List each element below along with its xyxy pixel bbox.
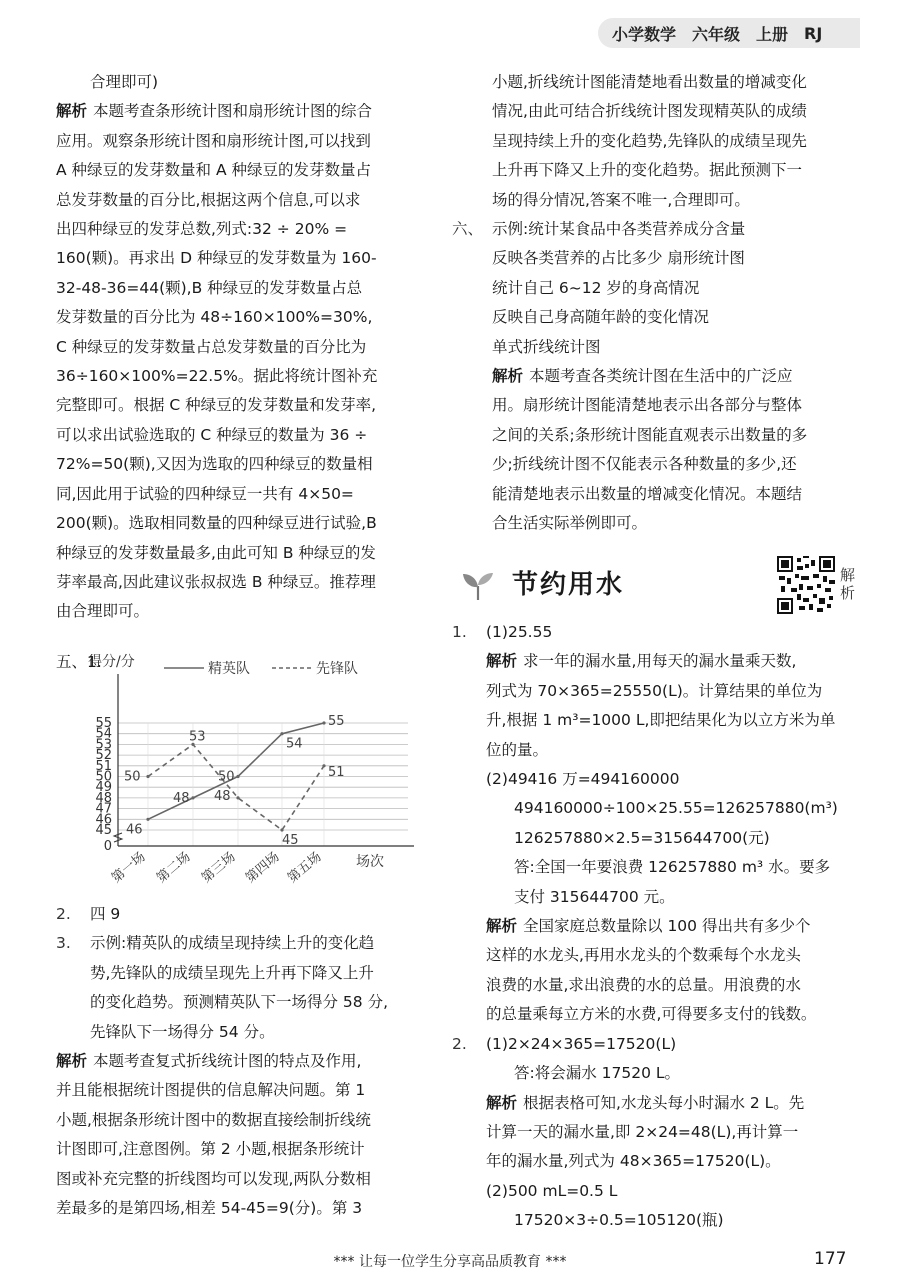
sprout-icon [460, 570, 496, 602]
line-text: 浪费的水量,求出浪费的水的总量。用浪费的水 [486, 975, 801, 994]
text-line [452, 127, 862, 156]
line-text: 能清楚地表示出数量的增减变化情况。本题结 [492, 484, 803, 503]
text-line [452, 509, 862, 538]
question-number: 1. [452, 623, 467, 641]
line-text: (1)2×24×365=17520(L) [486, 1034, 677, 1053]
text-line [452, 1059, 862, 1088]
line-text: 种绿豆的发芽数量最多,由此可知 B 种绿豆的发 [56, 543, 376, 562]
data-point [191, 796, 194, 799]
analysis-keyword: 解析 [56, 1052, 88, 1071]
line-text: 用。扇形统计图能清楚地表示出各部分与整体 [492, 396, 803, 415]
analysis-keyword: 解析 [56, 102, 88, 121]
text-line [452, 1206, 862, 1235]
question-number: 2. [56, 905, 71, 923]
line-text: (1)25.55 [486, 623, 553, 641]
text-line [452, 1089, 862, 1118]
question-number: 六、 [452, 220, 484, 239]
data-point [236, 796, 239, 799]
line-text: 应用。观察条形统计图和扇形统计图,可以找到 [56, 131, 371, 150]
line-chart [56, 648, 436, 904]
text-line [452, 1030, 862, 1059]
data-point [146, 818, 149, 821]
text-line [452, 736, 862, 765]
text-line [56, 186, 436, 215]
header-volume: 上册 [756, 24, 789, 44]
line-text: 计算一天的漏水量,即 2×24=48(L),再计算一 [486, 1122, 799, 1141]
line-text: 示例:精英队的成绩呈现持续上升的变化趋 [90, 934, 375, 953]
y-tick-label: 46 [95, 812, 112, 828]
page-number: 177 [814, 1249, 847, 1269]
text-line [452, 618, 862, 647]
text-line [452, 421, 862, 450]
section-title-row [452, 560, 862, 612]
qr-code-icon[interactable] [777, 556, 835, 614]
text-line [452, 156, 862, 185]
line-text: 这样的水龙头,再用水龙头的个数乘每个水龙头 [486, 946, 801, 965]
line-text: 呈现持续上升的变化趋势,先锋队的成绩呈现先 [492, 131, 807, 150]
line-text: 的总量乘每立方米的水费,可得要多支付的钱数。 [486, 1005, 817, 1024]
line-text: 32-48-36=44(颗),B 种绿豆的发芽数量占总 [56, 278, 363, 297]
text-line [56, 333, 436, 362]
data-label: 51 [328, 764, 345, 780]
y-tick-label: 52 [95, 748, 112, 764]
text-line [452, 244, 862, 273]
text-line [452, 1118, 862, 1147]
y-tick-label: 49 [95, 780, 112, 796]
line-text: 由合理即可。 [56, 602, 150, 621]
text-line [452, 706, 862, 735]
text-line [56, 539, 436, 568]
data-label: 55 [328, 714, 345, 729]
text-line [56, 127, 436, 156]
text-line [56, 988, 436, 1017]
text-line [452, 186, 862, 215]
text-line [452, 68, 862, 97]
line-text: 答:全国一年要浪费 126257880 m³ 水。要多 [514, 858, 831, 877]
text-line [56, 568, 436, 597]
axis-break [114, 833, 122, 842]
data-point [322, 764, 325, 767]
text-line [452, 883, 862, 912]
line-text: 差最多的是第四场,相差 54-45=9(分)。第 3 [56, 1199, 363, 1218]
text-line [452, 303, 862, 332]
text-line [56, 362, 436, 391]
data-label: 45 [282, 833, 299, 848]
text-line [56, 597, 436, 626]
text-line [56, 156, 436, 185]
text-line [452, 274, 862, 303]
text-line [56, 244, 436, 273]
section-title: 节约用水 [512, 570, 625, 600]
text-line [56, 929, 436, 958]
line-text: 发芽数量的百分比为 48÷160×100%=30%, [56, 308, 373, 327]
analysis-keyword: 解析 [486, 917, 518, 936]
line-text: 升,根据 1 m³=1000 L,即把结果化为以立方米为单 [486, 711, 836, 730]
data-point [280, 732, 283, 735]
text-line [56, 97, 436, 126]
line-text: 完整即可。根据 C 种绿豆的发芽数量和发芽率, [56, 396, 377, 415]
footer-slogan: *** 让每一位学生分享高品质教育 *** [333, 1254, 567, 1270]
data-label: 48 [173, 790, 190, 806]
line-text: 合理即可) [90, 73, 159, 91]
line-text: 126257880×2.5=315644700(元) [514, 828, 770, 847]
x-tick-label: 第一场 [109, 849, 149, 887]
line-text: 全国家庭总数量除以 100 得出共有多少个 [523, 917, 811, 936]
y-tick-label: 45 [95, 823, 112, 838]
text-line [56, 1135, 436, 1164]
line-text: 160(颗)。再求出 D 种绿豆的发芽数量为 160- [56, 249, 377, 268]
y-tick-label: 53 [95, 737, 112, 753]
text-line [452, 912, 862, 941]
right-column [452, 68, 862, 539]
text-line [56, 450, 436, 479]
text-line [452, 647, 862, 676]
line-text: 图或补充完整的折线图均可以发现,两队分数相 [56, 1169, 371, 1188]
line-text: 少;折线统计图不仅能表示各种数量的多少,还 [492, 455, 797, 474]
line-text: 反映自己身高随年龄的变化情况 [492, 308, 710, 327]
line-text: 计图即可,注意图例。第 2 小题,根据条形统计 [56, 1140, 365, 1159]
data-label: 48 [214, 788, 231, 804]
text-line [56, 1076, 436, 1105]
text-line [56, 1165, 436, 1194]
text-line [452, 824, 862, 853]
line-text: 72%=50(颗),又因为选取的四种绿豆的数量相 [56, 455, 373, 474]
text-line [56, 480, 436, 509]
line-text: 的变化趋势。预测精英队下一场得分 58 分, [90, 993, 389, 1012]
text-line [452, 97, 862, 126]
line-text: 并且能根据统计图提供的信息解决问题。第 1 [56, 1081, 366, 1100]
line-text: 位的量。 [486, 740, 549, 759]
legend-label: 先锋队 [316, 661, 358, 677]
x-tick-label: 第三场 [199, 849, 239, 887]
x-tick-label: 第四场 [243, 849, 283, 887]
text-line [452, 1177, 862, 1206]
line-text: 17520×3÷0.5=105120(瓶) [514, 1211, 724, 1230]
analysis-keyword: 解析 [492, 367, 524, 386]
y-tick-label: 0 [103, 839, 112, 854]
line-text: 势,先锋队的成绩呈现先上升再下降又上升 [90, 963, 374, 982]
chart-section [56, 648, 436, 904]
text-line [56, 1194, 436, 1223]
data-label: 46 [126, 822, 143, 838]
right-column-lower [452, 618, 862, 1236]
line-text: 上升再下降又上升的变化趋势。据此预测下一 [492, 161, 803, 180]
data-point [236, 775, 239, 778]
page-header [598, 18, 860, 48]
line-text: (2)500 mL=0.5 L [486, 1181, 618, 1200]
y-tick-label: 55 [95, 716, 112, 731]
text-line [56, 1018, 436, 1047]
text-line [452, 362, 862, 391]
line-text: 小题,折线统计图能清楚地看出数量的增减变化 [492, 73, 807, 91]
text-line [452, 971, 862, 1000]
x-axis-label: 场次 [356, 854, 384, 870]
data-point [322, 721, 325, 724]
line-text: 芽率最高,因此建议张叔叔选 B 种绿豆。推荐理 [56, 572, 376, 591]
line-text: 本题考查条形统计图和扇形统计图的综合 [93, 102, 373, 121]
text-line [56, 391, 436, 420]
line-text: 本题考查复式折线统计图的特点及作用, [93, 1052, 362, 1071]
legend-label: 精英队 [208, 661, 250, 677]
line-text: 年的漏水量,列式为 48×365=17520(L)。 [486, 1152, 781, 1171]
text-line [56, 509, 436, 538]
text-line [56, 303, 436, 332]
text-line [56, 1106, 436, 1135]
data-label: 53 [189, 729, 206, 745]
y-tick-label: 48 [95, 790, 112, 806]
line-text: 求一年的漏水量,用每天的漏水量乘天数, [523, 652, 797, 671]
text-line [56, 421, 436, 450]
y-axis-label: 得分/分 [88, 654, 135, 670]
text-line [452, 941, 862, 970]
header-grade: 六年级 [692, 24, 741, 44]
text-line [56, 68, 436, 97]
question-number: 3. [56, 934, 71, 953]
line-text: 494160000÷100×25.55=126257880(m³) [514, 799, 838, 818]
data-point [146, 775, 149, 778]
line-text: A 种绿豆的发芽数量和 A 种绿豆的发芽数量占 [56, 161, 371, 180]
text-line [452, 1147, 862, 1176]
x-tick-label: 第二场 [154, 849, 194, 887]
text-line [452, 391, 862, 420]
text-line [452, 1000, 862, 1029]
data-label: 50 [218, 769, 235, 785]
text-line [452, 765, 862, 794]
line-text: 之间的关系;条形统计图能直观表示出数量的多 [492, 425, 808, 444]
line-text: 答:将会漏水 17520 L。 [514, 1064, 681, 1083]
text-line [56, 959, 436, 988]
data-label: 54 [286, 736, 303, 752]
line-text: (2)49416 万=494160000 [486, 770, 680, 789]
line-text: C 种绿豆的发芽数量占总发芽数量的百分比为 [56, 337, 367, 356]
text-line [452, 853, 862, 882]
line-text: 根据表格可知,水龙头每小时漏水 2 L。先 [523, 1093, 805, 1112]
line-text: 小题,根据条形统计图中的数据直接绘制折线统 [56, 1110, 371, 1129]
qr-label: 解析 [840, 566, 856, 602]
line-text: 列式为 70×365=25550(L)。计算结果的单位为 [486, 681, 823, 700]
text-line [452, 450, 862, 479]
text-line [56, 215, 436, 244]
y-tick-label: 47 [95, 801, 112, 817]
line-text: 四 9 [90, 905, 121, 923]
line-text: 先锋队下一场得分 54 分。 [90, 1022, 275, 1041]
line-text: 200(颗)。选取相同数量的四种绿豆进行试验,B [56, 514, 377, 533]
question-number: 2. [452, 1034, 467, 1053]
text-line [56, 274, 436, 303]
analysis-keyword: 解析 [486, 1093, 518, 1112]
line-text: 统计自己 6~12 岁的身高情况 [492, 278, 700, 297]
y-tick-label: 51 [95, 758, 112, 774]
line-text: 单式折线统计图 [492, 337, 601, 356]
text-line [452, 333, 862, 362]
line-text: 可以求出试验选取的 C 种绿豆的数量为 36 ÷ [56, 425, 368, 444]
header-subject: 小学数学 [612, 24, 677, 44]
y-tick-label: 54 [95, 726, 112, 742]
line-text: 出四种绿豆的发芽总数,列式:32 ÷ 20% = [56, 220, 348, 239]
left-column [56, 68, 436, 627]
text-line [56, 900, 436, 929]
line-text: 反映各类营养的占比多少 扇形统计图 [492, 249, 745, 268]
data-point [280, 828, 283, 831]
text-line [452, 677, 862, 706]
x-tick-label: 第五场 [285, 849, 325, 887]
text-line [452, 794, 862, 823]
line-text: 支付 315644700 元。 [514, 887, 675, 906]
data-label: 50 [124, 769, 141, 785]
line-text: 36÷160×100%=22.5%。据此将统计图补充 [56, 367, 378, 386]
line-text: 示例:统计某食品中各类营养成分含量 [492, 220, 746, 239]
line-text: 总发芽数量的百分比,根据这两个信息,可以求 [56, 190, 361, 209]
line-text: 本题考查各类统计图在生活中的广泛应 [529, 367, 793, 386]
y-tick-label: 50 [95, 769, 112, 785]
text-line [452, 215, 862, 244]
text-line [452, 480, 862, 509]
header-edition: RJ [804, 23, 823, 43]
line-text: 同,因此用于试验的四种绿豆一共有 4×50= [56, 484, 354, 503]
text-line [56, 1047, 436, 1076]
section-5-label: 五、1. [56, 653, 102, 671]
left-column-lower [56, 900, 436, 1223]
line-text: 情况,由此可结合折线统计图发现精英队的成绩 [492, 102, 807, 121]
line-text: 场的得分情况,答案不唯一,合理即可。 [492, 190, 750, 209]
line-text: 合生活实际举例即可。 [492, 514, 648, 533]
analysis-keyword: 解析 [486, 652, 518, 671]
